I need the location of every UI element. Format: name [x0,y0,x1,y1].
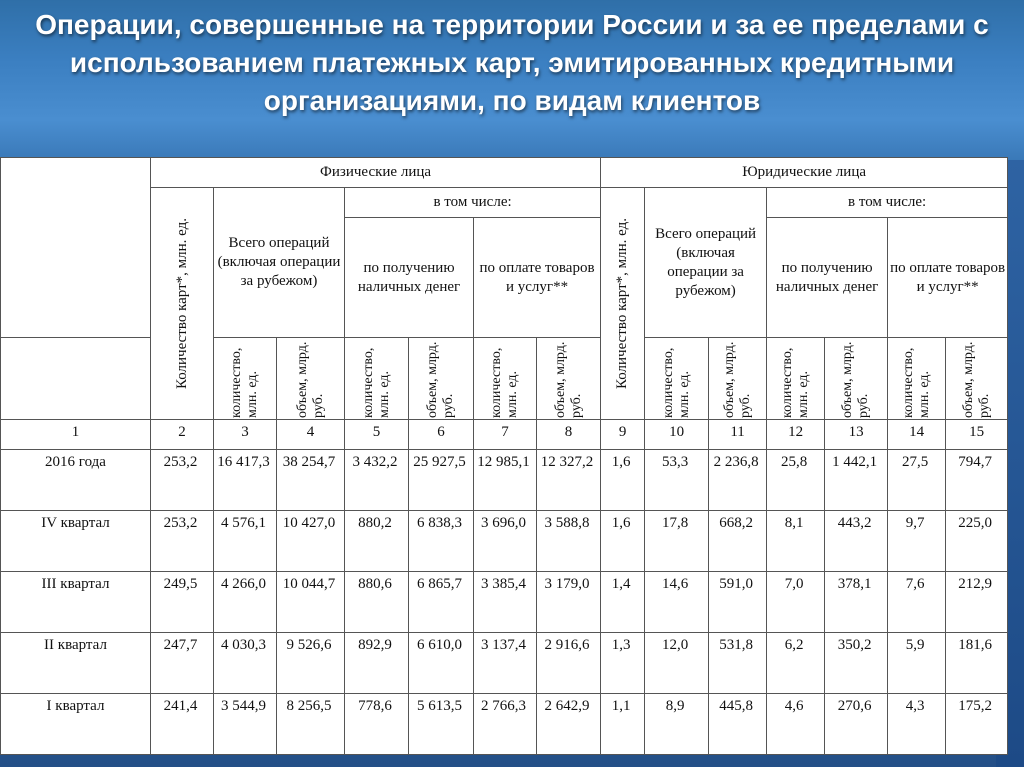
row-label: IV квартал [1,511,151,572]
page-title: Операции, совершенные на территории России и за ее пределами с использованием платежных карт, эмитированных кредитными организациями, по видам клиентов [35,9,989,116]
table-cell: 668,2 [709,511,767,572]
table-cell: 6,2 [767,633,825,694]
table-cell: 8,9 [645,694,709,755]
table-cell: 3 179,0 [537,572,601,633]
subheader-qty: количество, млн. ед. [474,338,537,420]
table-row [1,511,1008,572]
header-legal: Юридические лица [601,158,1008,188]
table-cell: 7,6 [888,572,946,633]
table-cell: 3 588,8 [537,511,601,572]
table-cell: 10 044,7 [277,572,345,633]
table-cell: 2 642,9 [537,694,601,755]
subheader-vol: объем, млрд. руб. [825,338,888,420]
table-cell: 3 137,4 [474,633,537,694]
table-cell: 378,1 [825,572,888,633]
table-cell: 1,6 [601,511,645,572]
row-label: 2016 года [1,450,151,511]
table-cell: 12,0 [645,633,709,694]
table-cell: 6 865,7 [409,572,474,633]
table-cell: 4,3 [888,694,946,755]
table-cell: 6 838,3 [409,511,474,572]
subheader-vol: объем, млрд. руб. [277,338,345,420]
column-number-row: 1 2 3 4 5 6 7 8 9 10 11 12 13 14 15 [1,420,1008,450]
table-cell: 270,6 [825,694,888,755]
table-cell: 1,3 [601,633,645,694]
subheader-qty: количество, млн. ед. [888,338,946,420]
table-cell: 6 610,0 [409,633,474,694]
table-cell: 445,8 [709,694,767,755]
header-cash-individuals: по получению наличных денег [345,218,474,338]
table-cell: 778,6 [345,694,409,755]
table-cell: 27,5 [888,450,946,511]
table-cell: 10 427,0 [277,511,345,572]
header-card-count-legal: Количество карт*, млн. ед. [601,188,645,420]
operations-table [0,157,1008,755]
table-cell: 4 030,3 [214,633,277,694]
table-cell: 38 254,7 [277,450,345,511]
table-cell: 1,1 [601,694,645,755]
table-cell: 9 526,6 [277,633,345,694]
table-cell: 4 266,0 [214,572,277,633]
table-cell: 5 613,5 [409,694,474,755]
table-cell: 794,7 [946,450,1008,511]
table-cell: 9,7 [888,511,946,572]
header-including-individuals: в том числе: [345,188,601,218]
table-cell: 249,5 [151,572,214,633]
table-cell: 880,2 [345,511,409,572]
subheader-qty: количество, млн. ед. [645,338,709,420]
table-cell: 3 696,0 [474,511,537,572]
table-cell: 253,2 [151,511,214,572]
table-cell: 1,6 [601,450,645,511]
table-cell: 443,2 [825,511,888,572]
subheader-qty: количество, млн. ед. [214,338,277,420]
table-cell: 225,0 [946,511,1008,572]
table-cell: 12 985,1 [474,450,537,511]
table-cell: 25 927,5 [409,450,474,511]
table-cell: 3 385,4 [474,572,537,633]
subheader-vol: объем, млрд. руб. [946,338,1008,420]
header-card-count-individuals: Количество карт*, млн. ед. [151,188,214,420]
table-cell: 2 236,8 [709,450,767,511]
header-goods-legal: по оплате товаров и услуг** [888,218,1008,338]
corner-cell-lower [1,338,151,420]
table-cell: 241,4 [151,694,214,755]
table-cell: 212,9 [946,572,1008,633]
table-row [1,572,1008,633]
table-cell: 7,0 [767,572,825,633]
table-cell: 591,0 [709,572,767,633]
row-label: III квартал [1,572,151,633]
table-cell: 253,2 [151,450,214,511]
table-cell: 3 432,2 [345,450,409,511]
header-cash-legal: по получению наличных денег [767,218,888,338]
table-cell: 53,3 [645,450,709,511]
table-cell: 14,6 [645,572,709,633]
table-cell: 17,8 [645,511,709,572]
table-cell: 25,8 [767,450,825,511]
table-cell: 181,6 [946,633,1008,694]
table-cell: 1,4 [601,572,645,633]
table-cell: 4 576,1 [214,511,277,572]
table-cell: 3 544,9 [214,694,277,755]
table-row [1,633,1008,694]
header-total-individuals: Всего операций (включая операции за рубежом) [214,188,345,338]
table-cell: 12 327,2 [537,450,601,511]
table-cell: 2 916,6 [537,633,601,694]
table-cell: 16 417,3 [214,450,277,511]
table-cell: 4,6 [767,694,825,755]
table-row [1,694,1008,755]
subheader-qty: количество, млн. ед. [345,338,409,420]
table-cell: 247,7 [151,633,214,694]
table-cell: 8 256,5 [277,694,345,755]
table-cell: 175,2 [946,694,1008,755]
header-individuals: Физические лица [151,158,601,188]
table-cell: 5,9 [888,633,946,694]
row-label: I квартал [1,694,151,755]
table-cell: 880,6 [345,572,409,633]
subheader-qty: количество, млн. ед. [767,338,825,420]
table-cell: 8,1 [767,511,825,572]
table-cell: 350,2 [825,633,888,694]
table-row [1,450,1008,511]
table-cell: 2 766,3 [474,694,537,755]
header-including-legal: в том числе: [767,188,1008,218]
table-cell: 892,9 [345,633,409,694]
header-goods-individuals: по оплате товаров и услуг** [474,218,601,338]
subheader-vol: объем, млрд. руб. [409,338,474,420]
corner-cell [1,158,151,338]
header-total-legal: Всего операций (включая операции за рубежом) [645,188,767,338]
subheader-vol: объем, млрд. руб. [709,338,767,420]
table-cell: 531,8 [709,633,767,694]
table-cell: 1 442,1 [825,450,888,511]
subheader-vol: объем, млрд. руб. [537,338,601,420]
row-label: II квартал [1,633,151,694]
